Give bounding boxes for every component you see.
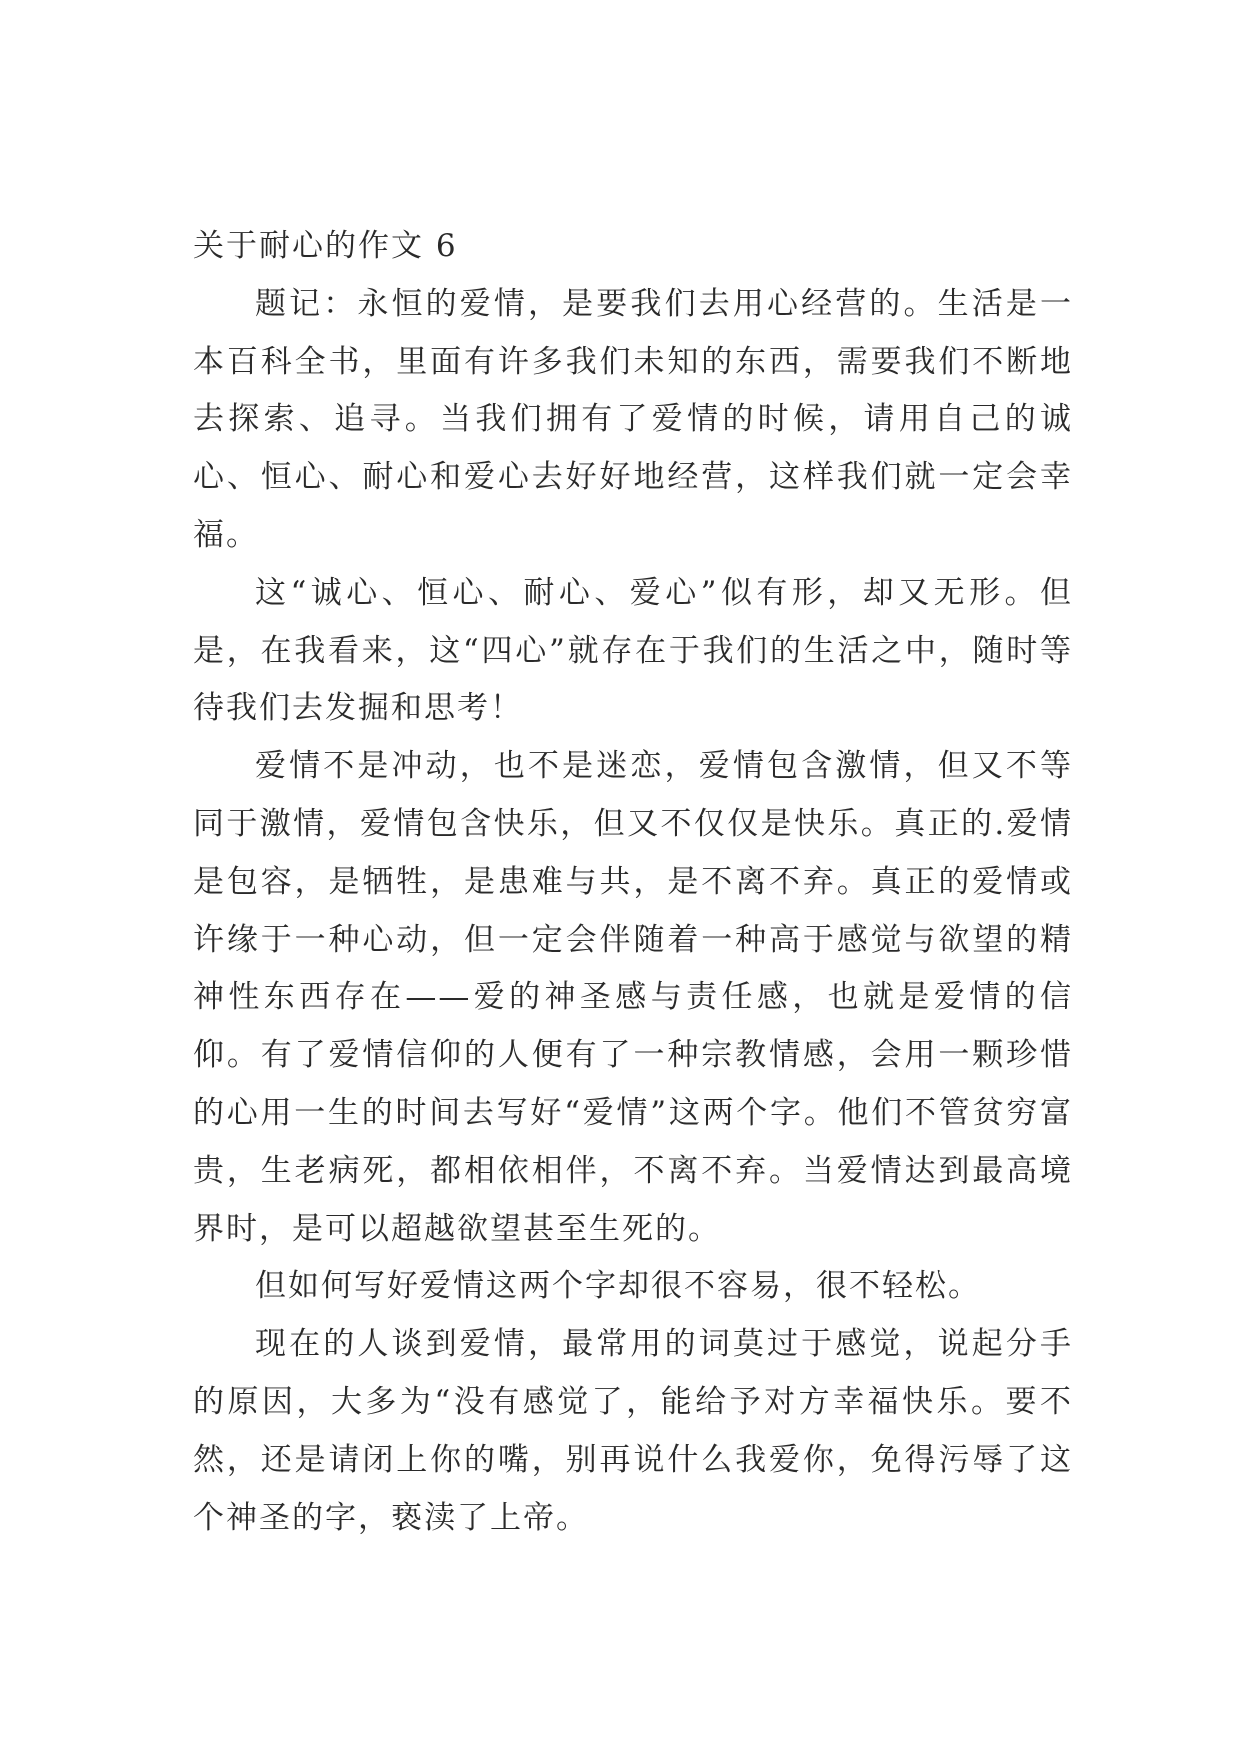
paragraph-love-definition: 爱情不是冲动，也不是迷恋，爱情包含激情，但又不等同于激情，爱情包含快乐，但又不仅仅是快乐。真正的.爱情是包容，是牺牲，是患难与共，是不离不弃。真正的爱情或许缘于一种心动，但一定会伴随着一种高于感觉与欲望的精神性东西存在——爱的神圣感与责任感，也就是爱情的信仰。有了爱情信仰的人便有了一种宗教情感，会用一颗珍惜的心用一生的时间去写好“爱情”这两个字。他们不管贫穷富贵，生老病死，都相依相伴，不离不弃。当爱情达到最高境界时，是可以超越欲望甚至生死的。 [193,748,1073,1247]
paragraph-difficulty: 但如何写好爱情这两个字却很不容易，很不轻松。 [255,1268,981,1305]
paragraph-four-hearts: 这“诚心、恒心、耐心、爱心”似有形，却又无形。但是，在我看来，这“四心”就存在于我们的生活之中，随时等待我们去发掘和思考！ [193,574,1073,727]
document-title: 关于耐心的作文 6 [193,228,458,264]
paragraph-preface: 题记：永恒的爱情，是要我们去用心经营的。生活是一本百科全书，里面有许多我们未知的东西，需要我们不断地去探索、追寻。当我们拥有了爱情的时候，请用自己的诚心、恒心、耐心和爱心去好好地经营，这样我们就一定会幸福。 [193,285,1073,553]
paragraph-modern-love: 现在的人谈到爱情，最常用的词莫过于感觉，说起分手的原因，大多为“没有感觉了，能给予对方幸福快乐。要不然，还是请闭上你的嘴，别再说什么我爱你，免得污辱了这个神圣的字，亵渎了上帝。 [193,1326,1073,1536]
document-body [193,218,1073,1547]
